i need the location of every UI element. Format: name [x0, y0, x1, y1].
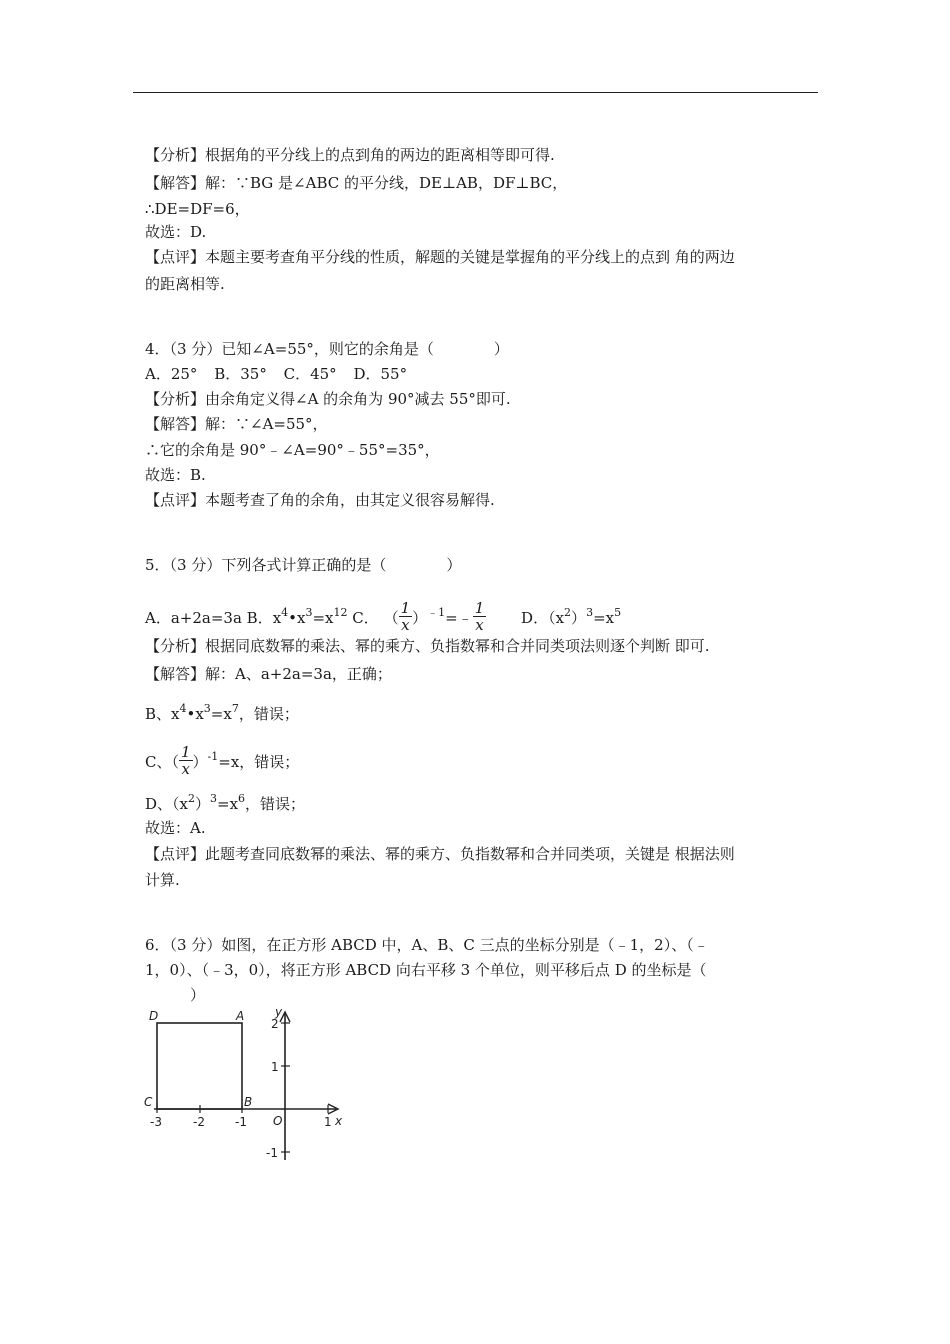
q4-option-a: A．25° — [145, 365, 198, 383]
q4-step: ∴它的余角是 90°﹣∠A=90°﹣55°=35°， — [145, 441, 440, 459]
q4-comment: 【点评】本题考查了角的余角，由其定义很容易解得. — [145, 491, 495, 509]
q5-option-d: D．$(x^2)^3=x^5$ — [521, 606, 622, 627]
origin-label: O — [273, 1114, 283, 1128]
q3-comment: 【点评】本题主要考查角平分线的性质，解题的关键是掌握角的平分线上的点到 角的两边 — [145, 248, 735, 266]
q5-analysis: 【分析】根据同底数幂的乘法、幂的乘方、负指数幂和合并同类项法则逐个判断 即可. — [145, 637, 710, 655]
q4-option-d: D．55° — [353, 365, 408, 383]
q3-comment-cont: 的距离相等. — [145, 275, 225, 293]
q5-comment-cont: 计算. — [145, 871, 180, 889]
vertex-label-d: D — [149, 1009, 159, 1023]
x-axis-label: x — [335, 1114, 343, 1128]
q5-solution: 【解答】解：A、a+2a=3a，正确； — [145, 665, 392, 683]
q6-stem: 6．（3 分）如图，在正方形 ABCD 中，A、B、C 三点的坐标分别是（﹣1，2）、（﹣ — [145, 936, 709, 954]
y-tick-label: 1 — [271, 1060, 279, 1074]
x-tick-label: -1 — [235, 1115, 247, 1129]
x-tick-label: -2 — [193, 1115, 205, 1129]
x-tick-label: -3 — [150, 1115, 162, 1129]
y-tick-label: -1 — [266, 1146, 278, 1160]
fraction-one-over-x: $\frac{1}{x}$ — [474, 599, 485, 634]
q4-option-b: B．35° — [214, 365, 267, 383]
coordinate-figure — [140, 1008, 360, 1168]
q5-step-c: C、（ $\frac{1}{x}$ ）$^{-1}$=x，错误； — [145, 743, 300, 778]
header-rule — [133, 92, 818, 93]
q5-comment: 【点评】此题考查同底数幂的乘法、幂的乘方、负指数幂和合并同类项，关键是 根据法则 — [145, 845, 735, 863]
q4-choice: 故选：B. — [145, 466, 206, 484]
q3-step: ∴DE=DF=6， — [145, 200, 250, 218]
q3-analysis: 【分析】根据角的平分线上的点到角的两边的距离相等即可得. — [145, 146, 555, 164]
q6-stem-cont: 1，0）、（﹣3，0），将正方形 ABCD 向右平移 3 个单位，则平移后点 D 的坐标是（ — [145, 961, 707, 979]
q4-stem: 4．（3 分）已知∠A=55°，则它的余角是（ ） — [145, 340, 509, 358]
fraction-one-over-x: $\frac{1}{x}$ — [180, 743, 191, 778]
q5-step-b: B、$x^4•x^3=x^7$，错误； — [145, 702, 299, 723]
q5-choice: 故选：A. — [145, 819, 206, 837]
square-abcd — [157, 1023, 242, 1109]
q5-options — [145, 593, 621, 638]
q5-step-d: D、$(x^2)^3=x^6$，错误； — [145, 792, 306, 813]
q4-solution: 【解答】解：∵∠A=55°， — [145, 415, 328, 433]
q6-stem-end: ） — [190, 986, 206, 1004]
q5-option-b: B．$x^4•x^3=x^{12}$ — [246, 606, 348, 627]
fraction-one-over-x: $\frac{1}{x}$ — [400, 599, 411, 634]
x-tick-label: 1 — [324, 1115, 332, 1129]
q5-stem: 5．（3 分）下列各式计算正确的是（ ） — [145, 556, 462, 574]
vertex-label-a: A — [236, 1009, 245, 1023]
q3-choice: 故选：D. — [145, 223, 207, 241]
q4-option-c: C．45° — [283, 365, 337, 383]
q4-analysis: 【分析】由余角定义得∠A 的余角为 90°减去 55°即可. — [145, 390, 511, 408]
q3-solution: 【解答】解：∵BG 是∠ABC 的平分线，DE⊥AB，DF⊥BC， — [145, 174, 568, 192]
y-axis-label: y — [275, 1008, 283, 1019]
y-tick-label: 2 — [271, 1017, 279, 1031]
q5-option-c: C． （ $\frac{1}{x}$ ）$^{﹣1}$=﹣ $\frac{1}{x}$ — [352, 599, 485, 634]
vertex-label-c: C — [144, 1095, 153, 1109]
q5-option-a: A．a+2a=3a — [145, 609, 242, 627]
q4-options — [145, 364, 407, 384]
vertex-label-b: B — [244, 1095, 253, 1109]
